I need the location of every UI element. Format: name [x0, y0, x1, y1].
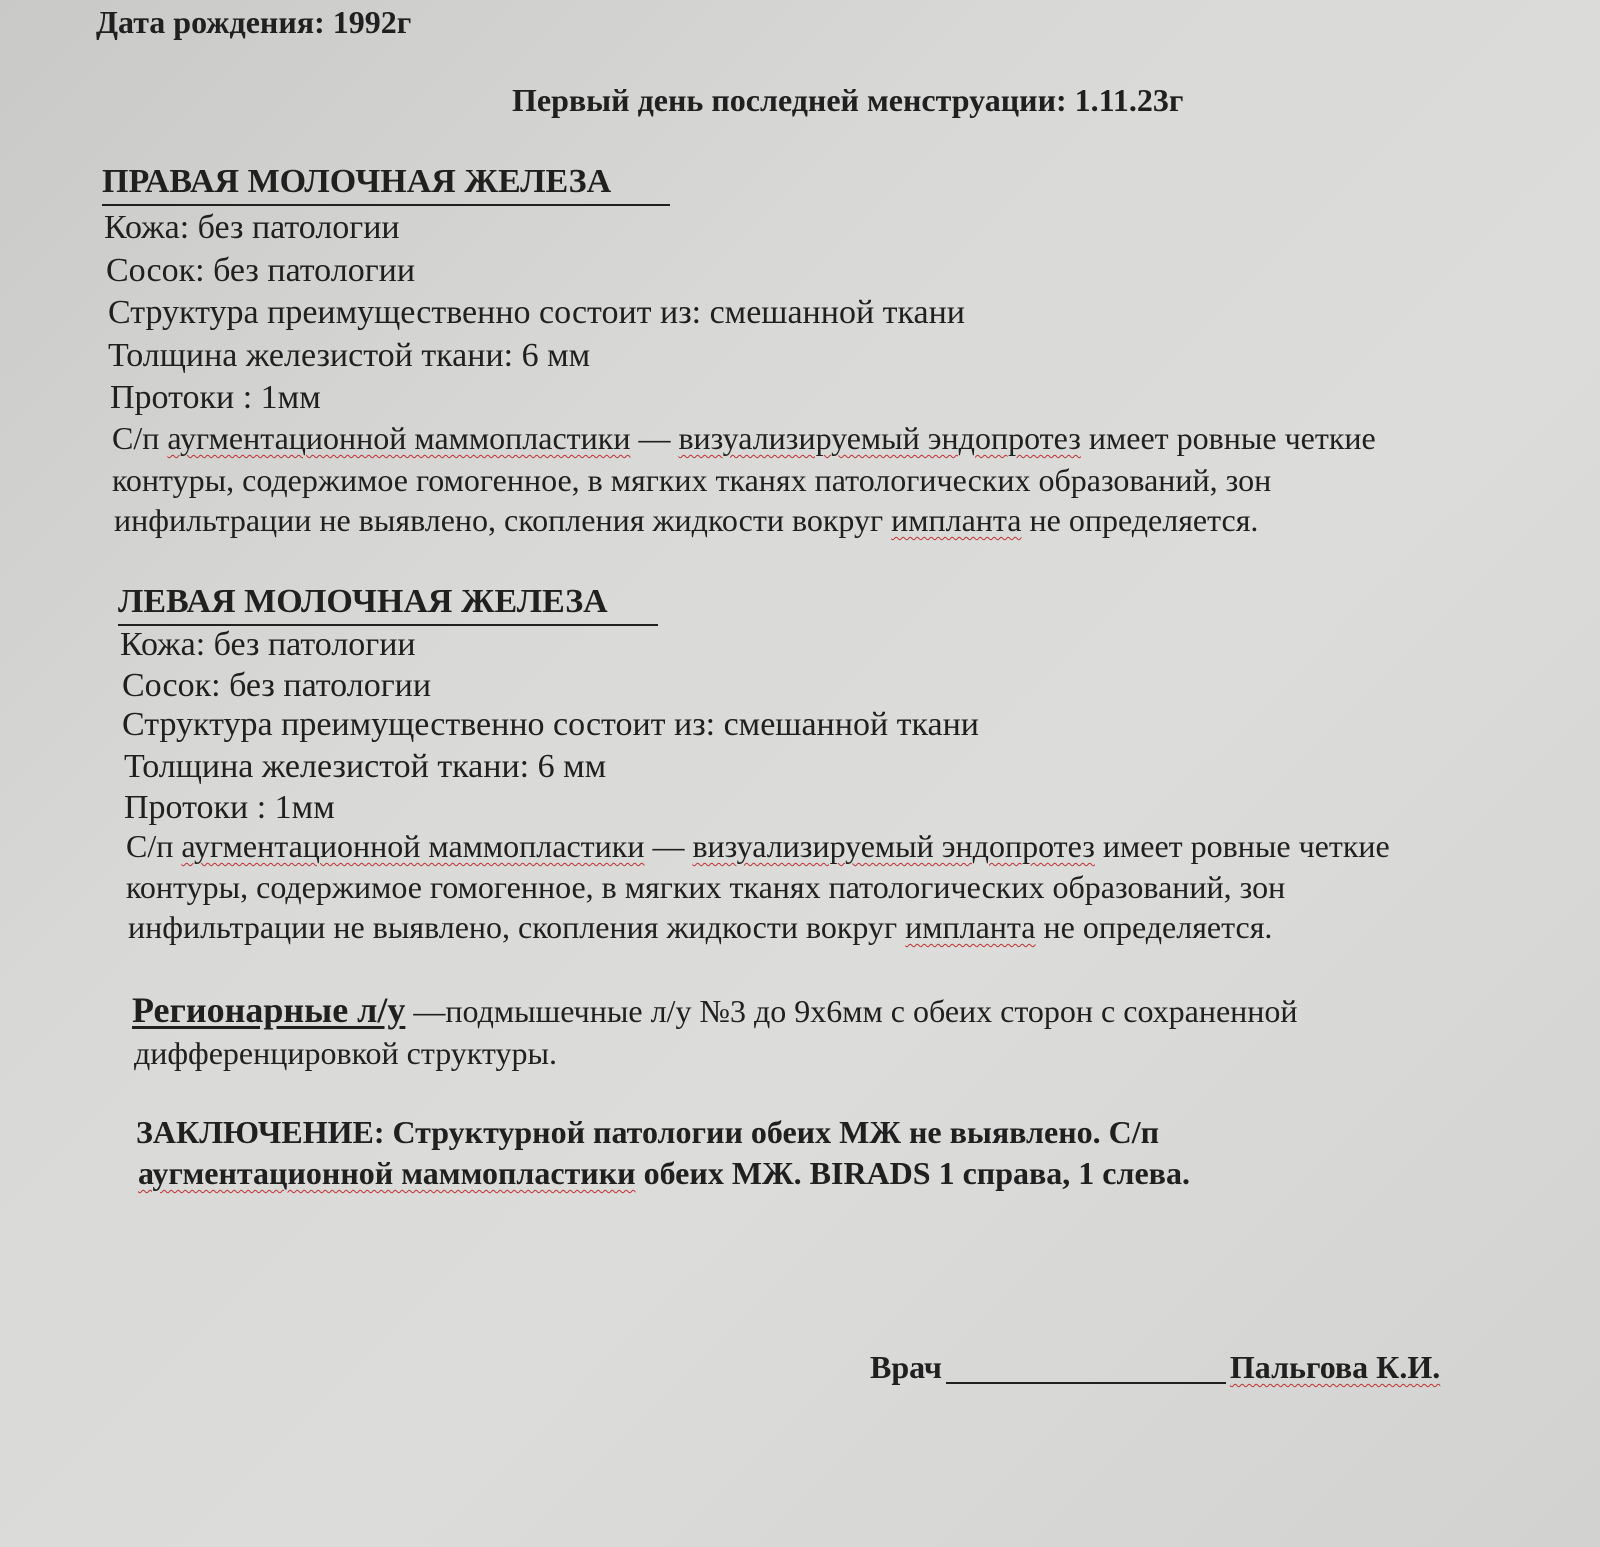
left-implant-1e: имеет ровные четкие: [1094, 828, 1390, 864]
left-breast-heading: ЛЕВАЯ МОЛОЧНАЯ ЖЕЛЕЗА: [118, 582, 658, 626]
left-implant-3b: импланта: [905, 909, 1036, 945]
signature-name: Пальгова К.И.: [1229, 1349, 1441, 1385]
right-ducts: Протоки : 1мм: [110, 379, 321, 416]
left-implant-1b: аугментационной маммопластики: [181, 828, 645, 864]
right-implant-1a: С/п: [112, 420, 168, 456]
right-skin: Кожа: без патологии: [104, 209, 400, 246]
lymph-label: Регионарные л/у: [132, 990, 406, 1030]
signature-role: Врач: [870, 1349, 942, 1385]
left-implant-3a: инфильтрации не выявлено, скопления жидкости вокруг: [128, 909, 906, 945]
right-implant-1b: аугментационной маммопластики: [167, 420, 631, 456]
birth-date: Дата рождения: 1992г: [96, 4, 412, 40]
left-implant-1a: С/п: [126, 828, 182, 864]
right-implant-3a: инфильтрации не выявлено, скопления жидкости вокруг: [114, 502, 892, 538]
left-implant-line-2: контуры, содержимое гомогенное, в мягких тканях патологических образований, зон: [126, 869, 1286, 905]
right-implant-line-3: [114, 500, 1258, 540]
conclusion-2b: обеих МЖ. BIRADS 1 справа, 1 слева.: [635, 1155, 1190, 1191]
last-period-date: Первый день последней менструации: 1.11.23г: [512, 82, 1184, 118]
right-thickness: Толщина железистой ткани: 6 мм: [108, 337, 591, 374]
right-implant-3b: импланта: [891, 502, 1022, 538]
right-implant-3c: не определяется.: [1021, 502, 1259, 538]
conclusion-line-1: ЗАКЛЮЧЕНИЕ: Структурной патологии обеих МЖ не выявлено. С/п: [136, 1114, 1160, 1150]
lymph-line-1: [132, 990, 1298, 1031]
left-implant-line-1: [126, 826, 1390, 866]
lymph-line-2: дифференцировкой структуры.: [134, 1035, 557, 1071]
conclusion-line-2: [138, 1153, 1190, 1193]
left-implant-3c: не определяется.: [1035, 909, 1273, 945]
left-skin: Кожа: без патологии: [120, 626, 416, 663]
left-ducts: Протоки : 1мм: [124, 789, 335, 826]
conclusion-2a: аугментационной маммопластики: [138, 1155, 636, 1191]
left-structure: Структура преимущественно состоит из: смешанной ткани: [122, 706, 979, 743]
right-implant-1d: визуализируемый эндопротез: [678, 420, 1081, 456]
right-nipple: Сосок: без патологии: [106, 252, 416, 289]
right-implant-1e: имеет ровные четкие: [1080, 420, 1376, 456]
right-implant-line-1: [112, 418, 1376, 458]
left-thickness: Толщина железистой ткани: 6 мм: [124, 748, 607, 785]
right-implant-line-2: контуры, содержимое гомогенное, в мягких тканях патологических образований, зон: [112, 462, 1272, 498]
right-implant-1c: —: [630, 420, 679, 456]
signature-line: [946, 1362, 1226, 1384]
right-breast-heading: ПРАВАЯ МОЛОЧНАЯ ЖЕЛЕЗА: [102, 162, 670, 206]
right-structure: Структура преимущественно состоит из: смешанной ткани: [108, 294, 965, 331]
left-implant-1c: —: [644, 828, 693, 864]
left-implant-line-3: [128, 907, 1272, 947]
left-nipple: Сосок: без патологии: [122, 667, 432, 704]
signature-block: [870, 1347, 1440, 1387]
lymph-text-1: —подмышечные л/у №3 до 9х6мм с обеих сторон с сохраненной: [405, 993, 1298, 1029]
left-implant-1d: визуализируемый эндопротез: [692, 828, 1095, 864]
